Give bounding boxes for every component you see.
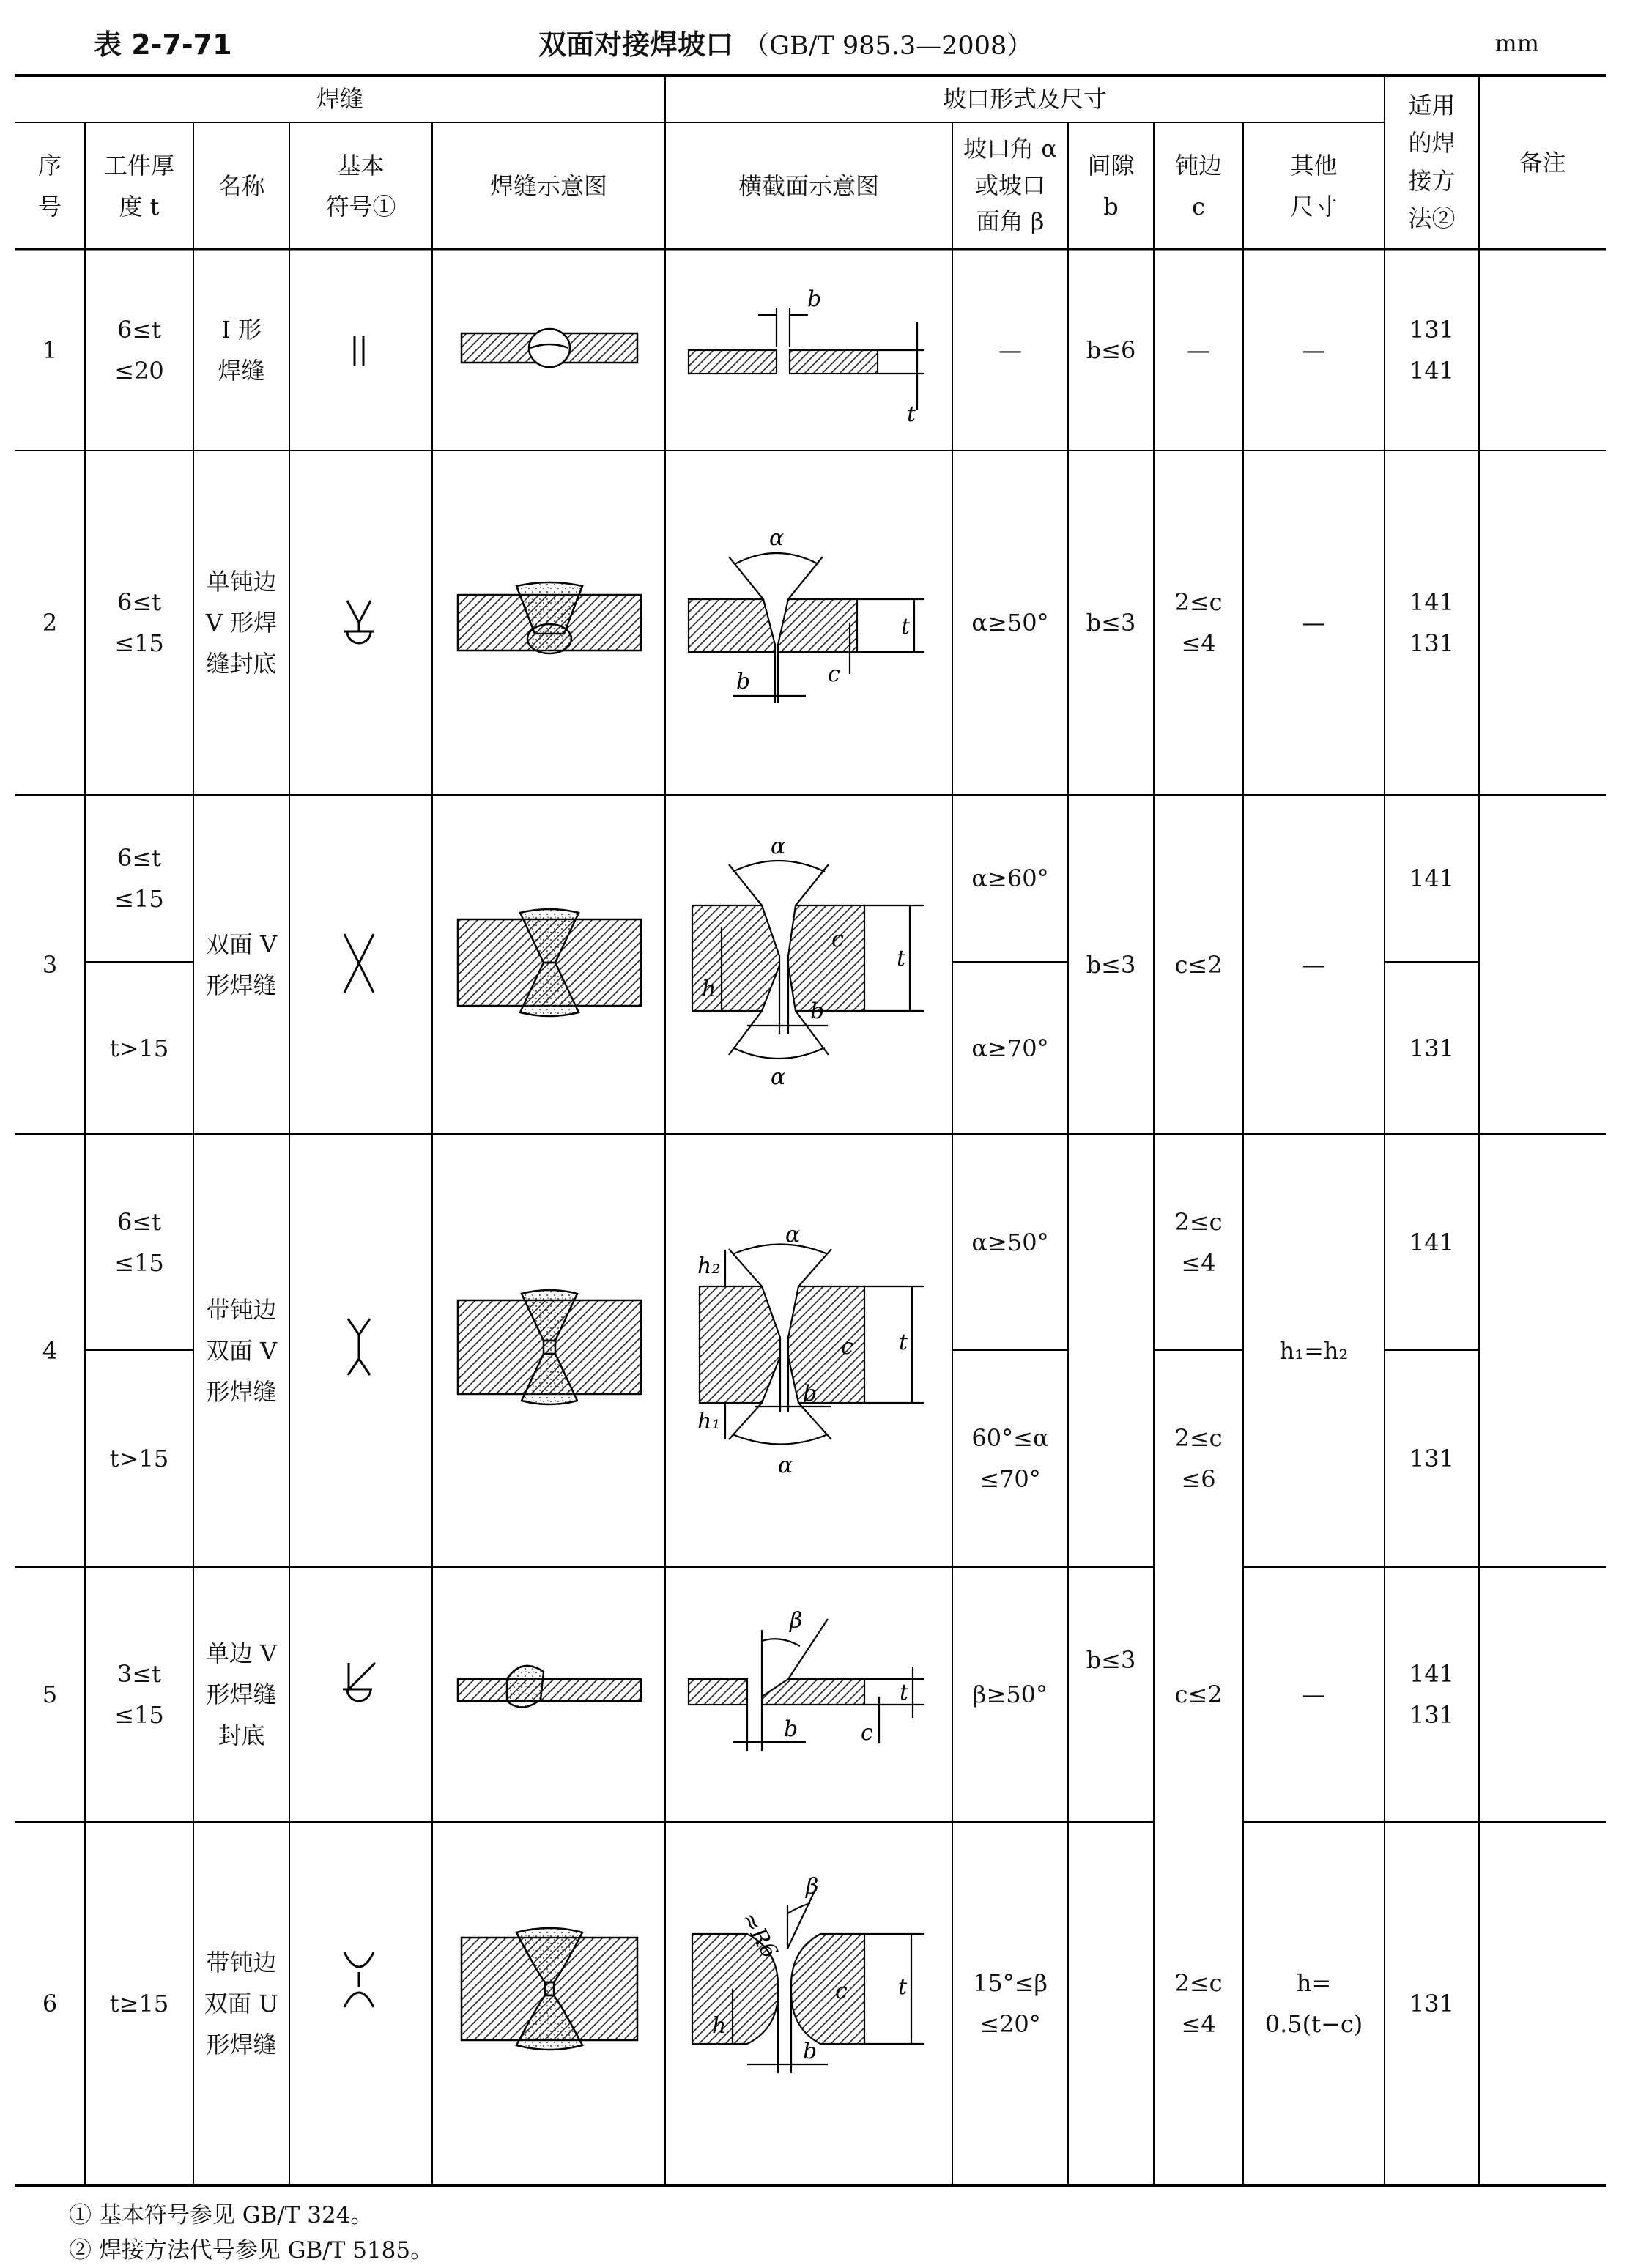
header-no bbox=[15, 122, 85, 249]
row3-thickness-a-l1: 6≤t bbox=[116, 844, 162, 872]
header-other bbox=[1243, 122, 1385, 249]
row1-process-l2: 141 bbox=[1409, 356, 1455, 385]
weld-sketch-2 bbox=[458, 582, 641, 653]
header-gap-l2: b bbox=[1103, 192, 1119, 220]
row3-process-a: 141 bbox=[1409, 864, 1455, 892]
row2-other: — bbox=[1302, 609, 1326, 637]
row6-name bbox=[193, 1822, 289, 2185]
row4-name-l2: 双面 V bbox=[205, 1336, 278, 1365]
label-alpha: α bbox=[771, 1064, 786, 1090]
label-t: t bbox=[900, 1680, 909, 1705]
label-c: c bbox=[828, 662, 840, 687]
row2-thickness-l2: ≤15 bbox=[114, 629, 164, 657]
row1-other: — bbox=[1302, 336, 1326, 364]
row4-thickness-a-l1: 6≤t bbox=[116, 1207, 162, 1236]
row4-thickness-b: t>15 bbox=[109, 1445, 169, 1472]
label-h2: h₂ bbox=[697, 1253, 721, 1279]
row4-no: 4 bbox=[42, 1336, 58, 1365]
header-cross-section: 横截面示意图 bbox=[738, 171, 879, 200]
row5-angle: β≥50° bbox=[972, 1680, 1048, 1708]
label-alpha: α bbox=[778, 1453, 793, 1478]
row2-process bbox=[1385, 451, 1479, 795]
row5-process-l1: 141 bbox=[1409, 1660, 1455, 1688]
row4-process-a: 141 bbox=[1409, 1228, 1455, 1256]
row3-thickness-a bbox=[85, 795, 193, 962]
weld-sketch-5 bbox=[458, 1666, 641, 1708]
row3-gap: b≤3 bbox=[1086, 950, 1136, 979]
row3-name bbox=[193, 795, 289, 1134]
header-process-l4: 法② bbox=[1408, 204, 1456, 232]
group-header-groove: 坡口形式及尺寸 bbox=[942, 85, 1107, 113]
cross-section-2 bbox=[689, 525, 924, 703]
row2-name-l3: 缝封底 bbox=[206, 650, 277, 678]
row6-no: 6 bbox=[42, 1990, 58, 2017]
row6-name-l2: 双面 U bbox=[204, 1990, 279, 2017]
header-no-l1: 序 bbox=[37, 151, 62, 179]
row4-root-face-b-l1: 2≤c bbox=[1174, 1424, 1223, 1452]
row3-root-face: c≤2 bbox=[1174, 950, 1223, 979]
row3-thickness-a-l2: ≤15 bbox=[114, 885, 164, 913]
label-h: h bbox=[702, 976, 716, 1002]
row6-thickness: t≥15 bbox=[109, 1990, 169, 2017]
row1-thickness bbox=[85, 249, 193, 451]
row4-angle-b-l1: 60°≤α bbox=[971, 1424, 1049, 1452]
row5-thickness-l1: 3≤t bbox=[116, 1660, 162, 1688]
label-c: c bbox=[831, 927, 844, 952]
row2-process-l2: 131 bbox=[1409, 629, 1455, 657]
row2-name-l1: 单钝边 bbox=[206, 568, 277, 596]
row1-gap: b≤6 bbox=[1086, 336, 1136, 364]
header-root-face-l2: c bbox=[1192, 192, 1205, 220]
header-root-face-l1: 钝边 bbox=[1174, 151, 1222, 179]
row1-name-l2: 焊缝 bbox=[218, 356, 265, 385]
row3-name-l1: 双面 V bbox=[205, 930, 278, 958]
row2-root-face-l1: 2≤c bbox=[1174, 588, 1223, 616]
header-process bbox=[1385, 75, 1479, 249]
header-angle-l2: 或坡口 bbox=[974, 171, 1045, 199]
row6-other bbox=[1243, 1822, 1385, 2185]
weld-sketch-6 bbox=[462, 1928, 637, 2050]
row4-thickness-a bbox=[85, 1134, 193, 1350]
row6-other-l2: 0.5(t−c) bbox=[1264, 2010, 1363, 2038]
weld-sketch-1 bbox=[462, 329, 637, 367]
label-t: t bbox=[907, 401, 916, 427]
header-angle-l1: 坡口角 α bbox=[963, 135, 1057, 163]
header-gap-l1: 间隙 bbox=[1087, 151, 1135, 179]
symbol-double-v bbox=[344, 934, 374, 993]
row1-no: 1 bbox=[42, 336, 58, 364]
row4-root-face-a bbox=[1154, 1134, 1243, 1350]
row1-name bbox=[193, 249, 289, 451]
header-weld-sketch: 焊缝示意图 bbox=[489, 171, 607, 200]
label-b: b bbox=[807, 286, 822, 312]
row5-no: 5 bbox=[42, 1680, 58, 1708]
header-other-l2: 尺寸 bbox=[1290, 192, 1338, 220]
row1-angle: — bbox=[998, 336, 1022, 364]
label-h1: h₁ bbox=[697, 1409, 721, 1434]
symbol-i-weld bbox=[355, 336, 363, 366]
row5-thickness-l2: ≤15 bbox=[114, 1701, 164, 1729]
header-symbol-l1: 基本 bbox=[337, 151, 385, 179]
label-alpha: α bbox=[771, 834, 786, 859]
header-gap bbox=[1068, 122, 1154, 249]
label-r6: ≈R6 bbox=[735, 1908, 783, 1963]
row5-process bbox=[1385, 1567, 1479, 1822]
header-remarks: 备注 bbox=[1519, 148, 1566, 177]
header-no-l2: 号 bbox=[37, 192, 62, 220]
title-standard: （GB/T 985.3—2008） bbox=[744, 32, 1033, 61]
label-t: t bbox=[901, 614, 911, 640]
row1-thickness-l1: 6≤t bbox=[116, 315, 162, 344]
row2-root-face bbox=[1154, 451, 1243, 795]
row5-thickness bbox=[85, 1567, 193, 1822]
header-angle-l3: 面角 β bbox=[976, 207, 1045, 236]
row6-angle-l2: ≤20° bbox=[979, 2010, 1041, 2038]
label-b: b bbox=[803, 1381, 818, 1407]
label-t: t bbox=[897, 946, 906, 971]
row5-other: — bbox=[1302, 1680, 1326, 1708]
row4-process-b: 131 bbox=[1409, 1445, 1455, 1472]
row4-angle-b-l2: ≤70° bbox=[979, 1465, 1041, 1493]
row3-angle-a: α≥60° bbox=[971, 864, 1049, 892]
row5-name-l2: 形焊缝 bbox=[206, 1680, 277, 1708]
row5-root-face: c≤2 bbox=[1174, 1680, 1223, 1708]
header-thickness-l2: 度 t bbox=[119, 192, 160, 220]
row3-angle-b: α≥70° bbox=[971, 1034, 1049, 1062]
row4-root-face-a-l2: ≤4 bbox=[1181, 1248, 1216, 1277]
row2-gap: b≤3 bbox=[1086, 609, 1136, 637]
row6-name-l3: 形焊缝 bbox=[206, 2031, 277, 2058]
label-c: c bbox=[835, 1979, 848, 2004]
label-t: t bbox=[898, 1974, 908, 2000]
label-beta: β bbox=[806, 1874, 819, 1900]
row2-root-face-l2: ≤4 bbox=[1181, 629, 1216, 657]
label-t: t bbox=[899, 1330, 908, 1355]
row4-name-l3: 形焊缝 bbox=[206, 1377, 277, 1406]
group-header-weld: 焊缝 bbox=[316, 85, 363, 113]
cross-section-6 bbox=[692, 1874, 924, 2073]
row6-root-face-l1: 2≤c bbox=[1174, 1969, 1223, 1997]
row2-thickness-l1: 6≤t bbox=[116, 588, 162, 616]
row3-no: 3 bbox=[42, 950, 58, 979]
row4-angle-b bbox=[952, 1350, 1068, 1567]
row4-root-face-b bbox=[1154, 1350, 1243, 1567]
header-root-face bbox=[1154, 122, 1243, 249]
header-thickness bbox=[85, 122, 193, 249]
row6-root-face bbox=[1154, 1822, 1243, 2185]
table-number: 表 2-7-71 bbox=[94, 29, 232, 61]
label-c: c bbox=[841, 1334, 853, 1360]
row6-name-l1: 带钝边 bbox=[206, 1949, 277, 1976]
row3-name-l2: 形焊缝 bbox=[206, 971, 277, 999]
label-b: b bbox=[810, 998, 825, 1024]
weld-sketch-4 bbox=[458, 1290, 641, 1404]
label-alpha: α bbox=[785, 1222, 801, 1248]
row2-name-l2: V 形焊 bbox=[205, 609, 278, 637]
row5-process-l2: 131 bbox=[1409, 1701, 1455, 1729]
row5-name-l3: 封底 bbox=[218, 1722, 265, 1749]
row2-angle: α≥50° bbox=[971, 609, 1049, 637]
symbol-double-y bbox=[348, 1319, 370, 1375]
weld-sketch-3 bbox=[458, 909, 641, 1016]
label-c: c bbox=[861, 1720, 873, 1746]
symbol-bevel-backing bbox=[343, 1663, 375, 1701]
header-process-l2: 的焊 bbox=[1408, 129, 1456, 158]
symbol-v-backing bbox=[344, 601, 374, 643]
row2-process-l1: 141 bbox=[1409, 588, 1455, 616]
rows4-6-gap: b≤3 bbox=[1086, 1645, 1136, 1674]
row1-process bbox=[1385, 249, 1479, 451]
header-angle bbox=[952, 122, 1068, 249]
row2-name bbox=[193, 451, 289, 795]
row1-name-l1: I 形 bbox=[221, 315, 262, 344]
cross-section-4 bbox=[697, 1222, 924, 1478]
row1-thickness-l2: ≤20 bbox=[114, 356, 164, 385]
symbol-double-u bbox=[344, 1952, 374, 2007]
row6-angle-l1: 15°≤β bbox=[972, 1969, 1048, 1997]
unit-label: mm bbox=[1494, 29, 1539, 57]
row4-thickness-a-l2: ≤15 bbox=[114, 1248, 164, 1277]
label-b: b bbox=[736, 669, 751, 694]
row4-angle-a: α≥50° bbox=[971, 1228, 1049, 1256]
row2-no: 2 bbox=[42, 609, 58, 637]
row1-root-face: — bbox=[1187, 336, 1210, 364]
header-symbol-l2: 符号① bbox=[325, 192, 396, 220]
row4-other: h₁=h₂ bbox=[1279, 1336, 1349, 1365]
row6-angle bbox=[952, 1822, 1068, 2185]
header-symbol bbox=[289, 122, 432, 249]
row6-root-face-l2: ≤4 bbox=[1181, 2010, 1216, 2038]
label-h: h bbox=[712, 2013, 727, 2039]
row4-root-face-b-l2: ≤6 bbox=[1181, 1465, 1216, 1493]
title-text: 双面对接焊坡口 bbox=[538, 29, 734, 61]
row5-name bbox=[193, 1567, 289, 1822]
row4-name-l1: 带钝边 bbox=[206, 1295, 277, 1324]
row4-root-face-a-l1: 2≤c bbox=[1174, 1207, 1223, 1236]
header-other-l1: 其他 bbox=[1290, 151, 1338, 179]
row3-other: — bbox=[1302, 950, 1326, 979]
header-process-l3: 接方 bbox=[1408, 166, 1456, 195]
header-thickness-l1: 工件厚 bbox=[103, 151, 174, 179]
label-b: b bbox=[803, 2039, 818, 2064]
row5-name-l1: 单边 V bbox=[205, 1639, 278, 1667]
row1-process-l1: 131 bbox=[1409, 315, 1455, 344]
row4-name bbox=[193, 1134, 289, 1567]
label-beta: β bbox=[790, 1608, 803, 1634]
row3-thickness-b: t>15 bbox=[109, 1034, 169, 1062]
header-process-l1: 适用 bbox=[1408, 92, 1456, 120]
row6-process: 131 bbox=[1409, 1990, 1455, 2017]
footnote-2: ② 焊接方法代号参见 GB/T 5185。 bbox=[69, 2237, 434, 2264]
row3-process-b: 131 bbox=[1409, 1034, 1455, 1062]
row6-other-l1: h= bbox=[1296, 1969, 1332, 1997]
cross-section-1 bbox=[689, 286, 924, 427]
footnote-1: ① 基本符号参见 GB/T 324。 bbox=[69, 2202, 374, 2228]
label-alpha: α bbox=[769, 525, 785, 551]
row2-thickness bbox=[85, 451, 193, 795]
label-b: b bbox=[784, 1716, 798, 1742]
cross-section-3 bbox=[692, 834, 924, 1090]
header-name: 名称 bbox=[218, 171, 265, 200]
cross-section-5 bbox=[689, 1608, 924, 1751]
